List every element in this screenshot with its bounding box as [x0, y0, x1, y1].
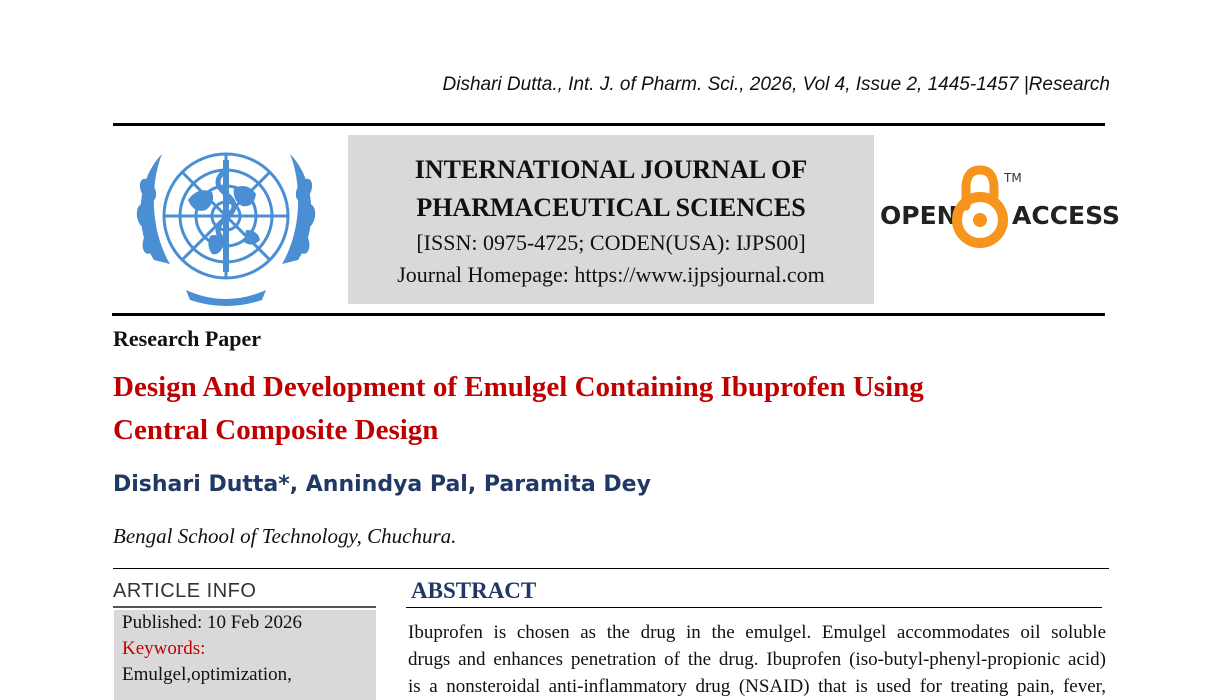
abstract-rule [406, 607, 1102, 608]
author-list: Dishari Dutta*, Annindya Pal, Paramita Dey [113, 472, 651, 497]
open-access-right-text: ACCESS [1012, 201, 1121, 230]
header-rule-bottom [112, 313, 1105, 316]
abstract-line: drugs and enhances penetration of the drug. Ibuprofen (iso-butyl-phenyl-propionic acid) [408, 649, 1106, 670]
trademark-mark: TM [1004, 171, 1022, 185]
abstract-body [408, 619, 1106, 700]
open-access-logo [878, 166, 1121, 252]
open-access-left-text: OPEN [880, 201, 958, 230]
abstract-line: is a nonsteroidal anti-inflammatory drug (NSAID) that is used for treating pain, fever, [408, 676, 1106, 697]
affiliation: Bengal School of Technology, Chuchura. [113, 524, 457, 548]
article-info-box [114, 610, 376, 700]
paper-title-line1: Design And Development of Emulgel Containing Ibuprofen Using [113, 371, 924, 403]
abstract-line: Ibuprofen is chosen as the drug in the emulgel. Emulgel accommodates oil soluble [408, 622, 1106, 643]
journal-issn: [ISSN: 0975-4725; CODEN(USA): IJPS00] [416, 230, 806, 255]
journal-name-line2: PHARMACEUTICAL SCIENCES [416, 193, 806, 222]
header-rule-top [113, 123, 1105, 126]
keywords-label: Keywords: [122, 638, 206, 659]
journal-title-box [348, 135, 874, 304]
published-date: Published: 10 Feb 2026 [122, 612, 302, 633]
section-divider [113, 568, 1109, 569]
paper-title [113, 366, 1073, 452]
article-info-rule [113, 606, 376, 608]
article-type-label: Research Paper [113, 326, 262, 351]
journal-homepage: Journal Homepage: https://www.ijpsjournal.com [397, 262, 825, 287]
keywords-value: Emulgel,optimization, [122, 664, 292, 685]
citation-header: Dishari Dutta., Int. J. of Pharm. Sci., 2026, Vol 4, Issue 2, 1445-1457 |Research [442, 74, 1110, 95]
un-emblem-logo [126, 140, 326, 308]
abstract-heading: ABSTRACT [411, 578, 537, 603]
journal-name-line1: INTERNATIONAL JOURNAL OF [414, 155, 808, 184]
article-info-heading: ARTICLE INFO [113, 580, 257, 602]
paper-title-line2: Central Composite Design [113, 414, 439, 446]
